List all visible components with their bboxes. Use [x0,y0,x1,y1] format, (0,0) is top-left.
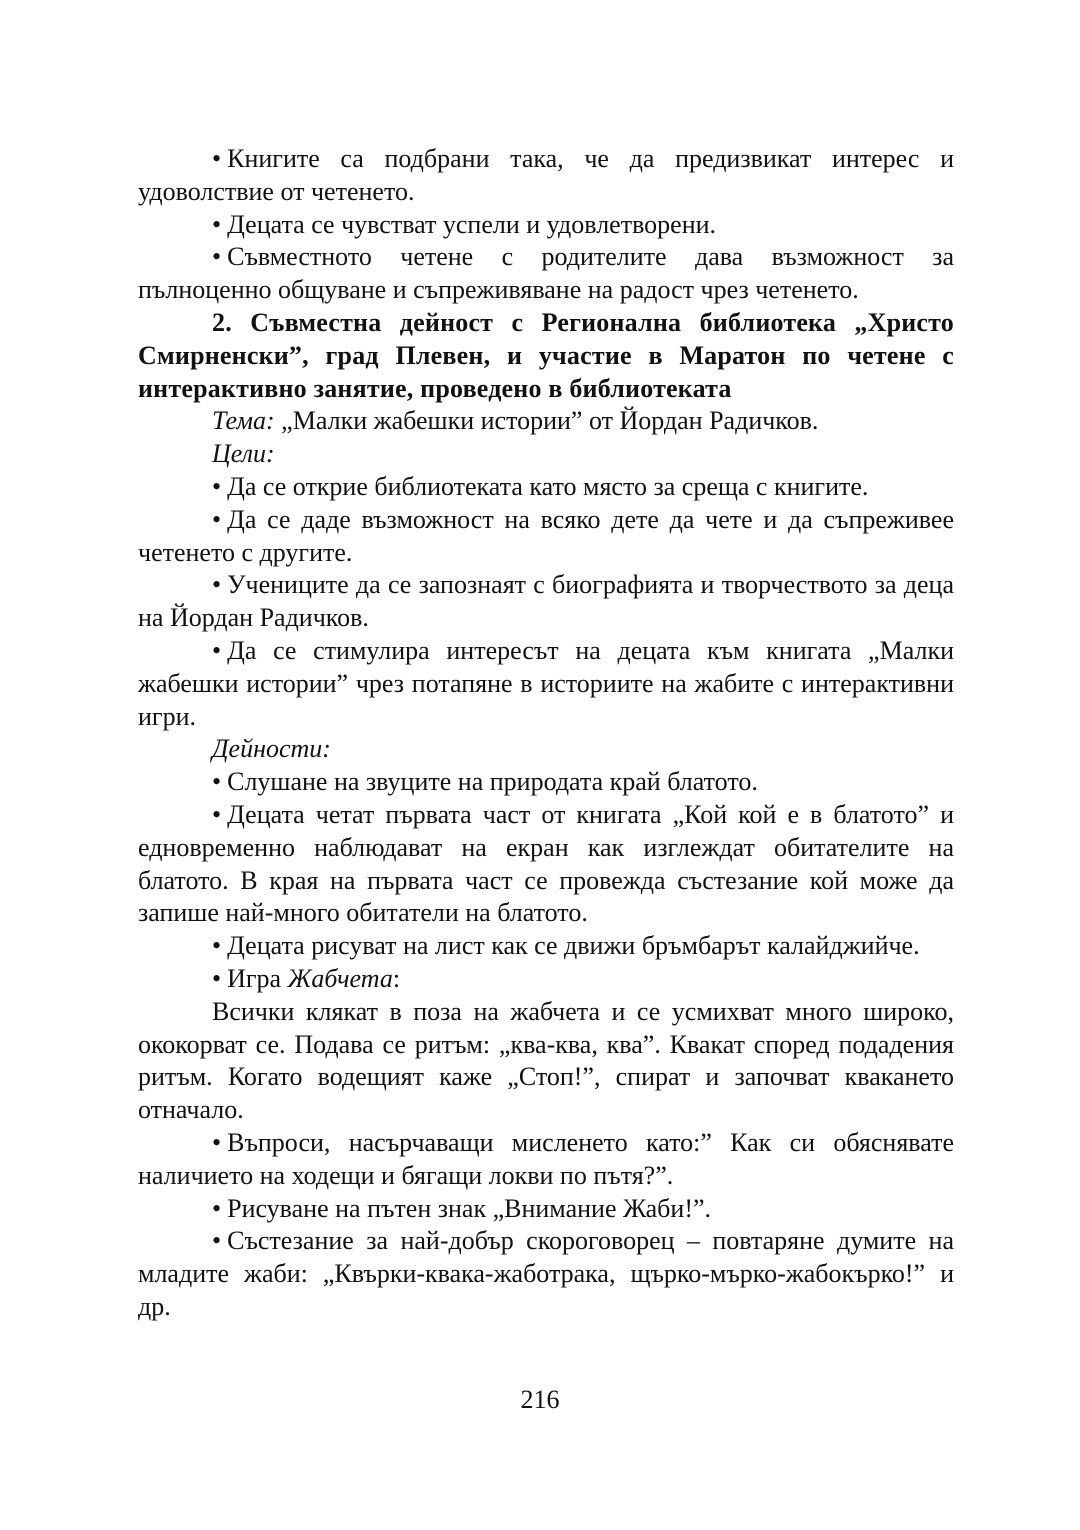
game-description: Всички клякат в поза на жабчета и се усмихват много широко, ококорват се. Подава се ритъм: „ква-ква, ква”. Квакат според подадения ритъм. Когато водещият каже „Стоп!”, спират и започват квакането отначало. [138,996,954,1125]
bullet-icon: • [212,144,222,173]
intro-bullet-2: • Децата се чувстват успели и удовлетворени. [212,209,717,239]
activity-item-4: • Въпроси, насърчаващи мисленето като:” Как си обяснявате наличието на ходещи и бягащи локви по пътя?”. [138,1127,954,1190]
bullet-icon: • [212,242,222,272]
activities-label: Дейности: [212,734,331,764]
goal-item-2: • Да се даде възможност на всяко дете да чете и да съпреживее четенето с другите. [138,504,954,567]
intro-bullet-3: • Съвместното четене с родителите дава възможност за пълноценно общуване и съпреживяване на радост чрез четенето. [138,242,954,305]
bullet-icon: • [212,767,222,797]
bullet-icon: • [212,635,222,665]
bullet-icon: • [212,471,222,501]
activity-item-2: • Децата четат първата част от книгата „Кой кой е в блатото” и едновременно наблюдават на екран как изглеждат обитателите на блатото. В края на първата част се провежда състезание кой може да запише най-много обитатели на блатото. [138,799,954,928]
goal-item-1: • Да се открие библиотеката като място за среща с книгите. [212,471,869,501]
game-name: Жабчета [287,963,393,993]
goals-label: Цели: [212,439,275,469]
intro-bullet-1: • Книгите са подбрани така, че да предизвикат интерес и удоволствие от четенето. [138,144,954,206]
activity-game-title: • Игра Жабчета: [212,963,401,993]
theme-line [138,405,954,438]
bullet-icon: • [212,931,222,961]
goal-item-4: • Да се стимулира интересът на децата към книгата „Малки жабешки истории” чрез потапяне в историите на жабите с интерактивни игри. [138,635,954,731]
goals-heading [138,438,954,471]
bullet-icon: • [212,963,222,993]
activity-item-5: • Рисуване на пътен знак „Внимание Жаби!”. [212,1193,712,1223]
bullet-icon: • [212,209,222,239]
section-heading: 2. Съвместна дейност с Регионална библиотека „Христо Смирненски”, град Плевен, и участие в Маратон по четене с интерактивно занятие, проведено в библиотеката [138,307,954,403]
bullet-icon: • [212,570,222,600]
activity-item-1: • Слушане на звуците на природата край блатото. [212,767,758,797]
theme-text: „Малки жабешки истории” от Йордан Радичков. [281,406,819,436]
bullet-icon: • [212,1226,222,1256]
bullet-icon: • [212,504,222,534]
document-body [138,143,954,1324]
activity-item-3: • Децата рисуват на лист как се движи бръмбарът калайджийче. [212,931,920,961]
goal-item-3: • Учениците да се запознаят с биографията и творчеството за деца на Йордан Радичков. [138,570,954,633]
bullet-icon: • [212,799,222,829]
bullet-icon: • [212,1127,222,1157]
theme-label: Тема: [212,406,275,436]
activity-item-6: • Състезание за най-добър скороговорец – повтаряне думите на младите жаби: „Квърки-квака-жаботрака, щърко-мърко-жабокърко!” и др. [138,1226,954,1321]
activities-heading [138,733,954,766]
page-number: 216 [520,1385,560,1414]
bullet-icon: • [212,1193,222,1223]
